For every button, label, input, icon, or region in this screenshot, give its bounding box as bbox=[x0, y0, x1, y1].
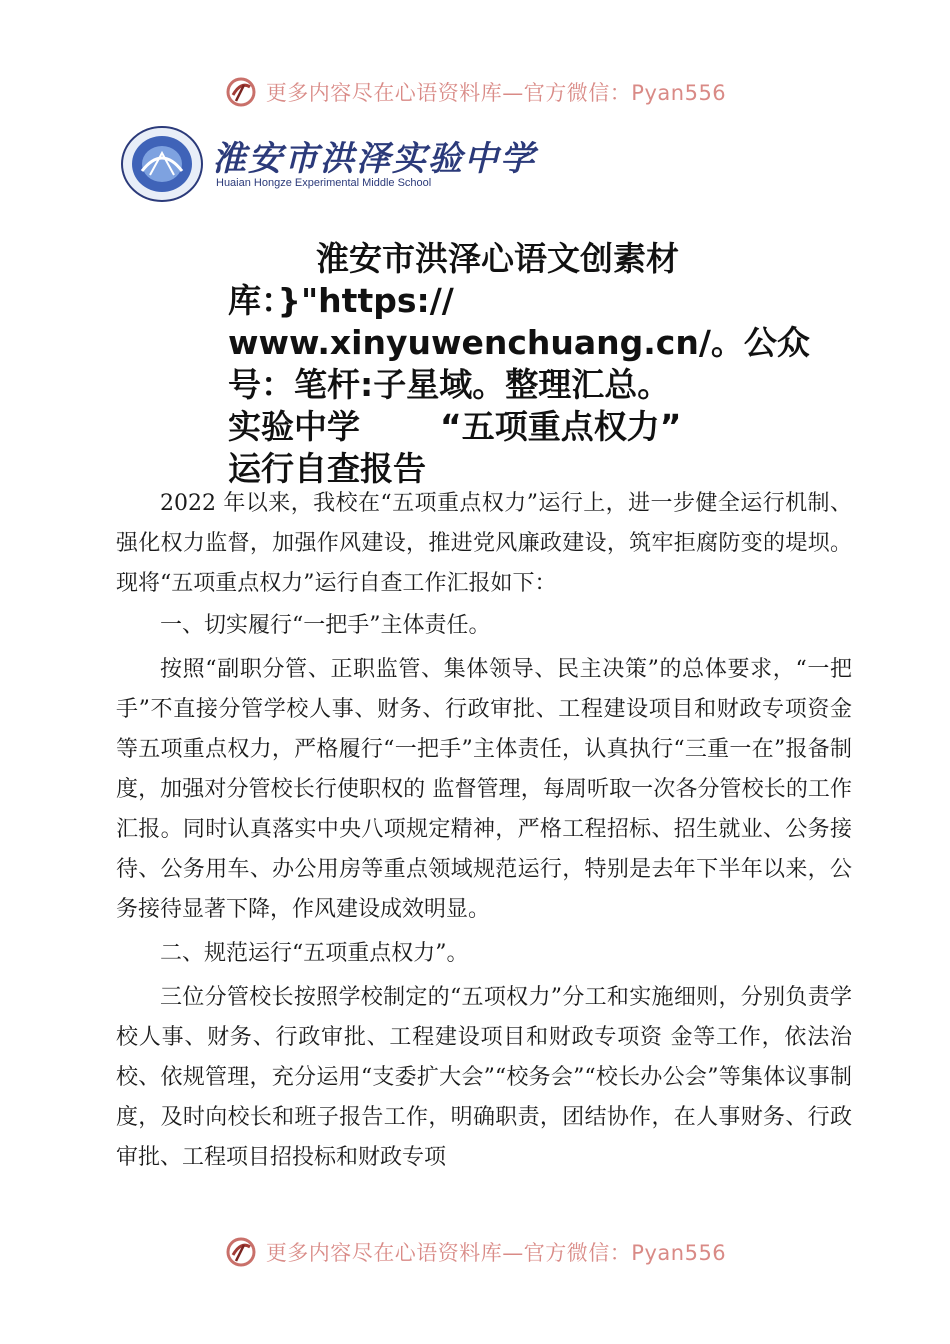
paragraph-section-1: 按照“副职分管、正职监管、集体领导、民主决策”的总体要求，“一把手”不直接分管学校人事、财务、行政审批、工程建设项目和财政专项资金等五项重点权力，严格履行“一把手”主体责任，认真执行“三重一在”报备制度，加强对分管校长行使职权的 监督管理，每周听取一次各分管校长的工作汇报。同时认真落实中央八项规定精神，严格工程招标、招生就业、公务接待、公务用车、办公用房等重点领域规范运行，特别是去年下半年以来，公务接待显著下降，作风建设成效明显。 bbox=[116, 657, 852, 922]
school-name-en: Huaian Hongze Experimental Middle School bbox=[216, 177, 432, 189]
title-line-5 bbox=[228, 406, 748, 448]
paragraph-section-2: 三位分管校长按照学校制定的“五项权力”分工和实施细则，分别负责学校人事、财务、行政审批、工程建设项目和财政专项资 金等工作，依法治校、依规管理，充分运用“支委扩大会”“校务会”“校长办公会”等集体议事制度，及时向校长和班子报告工作，明确职责，团结协作，在人事财务、行政审批、工程项目招投标和财政专项 bbox=[116, 985, 852, 1170]
brand-swirl-icon bbox=[224, 75, 258, 109]
section-heading-2: 二、规范运行“五项重点权力”。 bbox=[160, 941, 469, 966]
bottom-banner bbox=[0, 1230, 950, 1274]
top-banner bbox=[0, 70, 950, 114]
banner-text-bottom: 更多内容尽在心语资料库—官方微信：Pyan556 bbox=[265, 1241, 727, 1265]
document-title bbox=[228, 238, 810, 490]
section-heading-1: 一、切实履行“一把手”主体责任。 bbox=[160, 613, 491, 638]
school-logo bbox=[120, 125, 536, 205]
title-line-1: 淮安市洪泽心语文创素材 bbox=[316, 239, 679, 278]
title-line-2: 库：}"https:// bbox=[228, 281, 454, 320]
paragraph-intro: 2022 年以来，我校在“五项重点权力”运行上，进一步健全运行机制、强化权力监督，加强作风建设，推进党风廉政建设，筑牢拒腐防变的堤坝。现将“五项重点权力”运行自查工作汇报如下： bbox=[116, 491, 852, 596]
title-line-3: www.xinyuwenchuang.cn/。公众 bbox=[228, 323, 810, 362]
title-line-4: 号：笔杆:子星域。整理汇总。 bbox=[228, 365, 671, 404]
banner-text: 更多内容尽在心语资料库—官方微信：Pyan556 bbox=[265, 81, 727, 105]
title-line-6: 运行自查报告 bbox=[228, 449, 426, 488]
title-line-5a: 实验中学 bbox=[228, 407, 360, 446]
school-emblem-icon bbox=[120, 125, 204, 203]
document-body bbox=[116, 484, 852, 1178]
brand-swirl-icon bbox=[224, 1235, 258, 1269]
school-name-cn: 淮安市洪泽实验中学 bbox=[212, 139, 536, 179]
title-line-5b: “五项重点权力” bbox=[440, 407, 682, 446]
